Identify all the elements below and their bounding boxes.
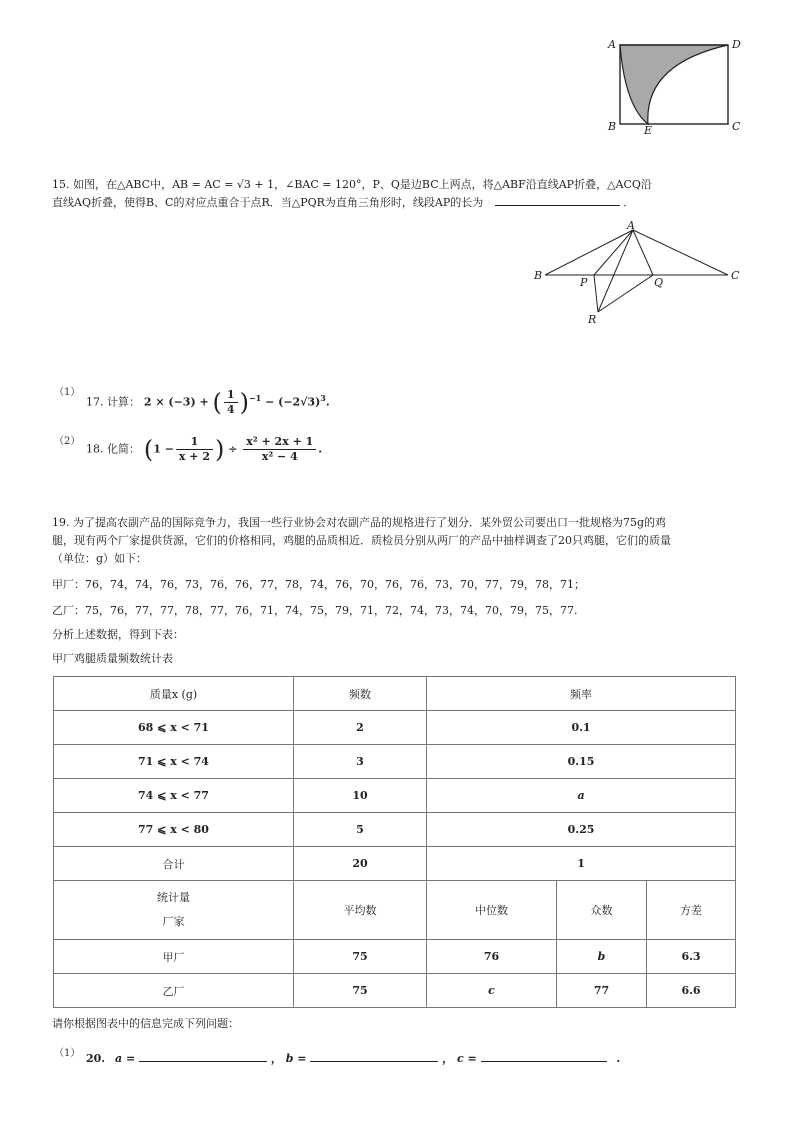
q20-a-label: a = bbox=[114, 1052, 136, 1065]
cell-count: 10 bbox=[294, 779, 427, 813]
q19-line1: 19. 为了提高农副产品的国际竞争力，我国一些行业协会对农副产品的规格进行了划分．某外贸公司要出口一批规格为75g的鸡 bbox=[52, 516, 667, 529]
cell-range: 71 ⩽ x < 74 bbox=[54, 745, 294, 779]
q20-intro: 请你根据图表中的信息完成下列问题： bbox=[52, 1017, 239, 1030]
cell-range: 77 ⩽ x < 80 bbox=[54, 813, 294, 847]
q19-analysis: 分析上述数据，得到下表： bbox=[52, 628, 184, 641]
stats-header-mean: 平均数 bbox=[294, 881, 427, 940]
label-C: C bbox=[732, 120, 741, 133]
q19-yi-data: 乙厂：75，76，77，77，78，77，76，71，74，75，79，71，72，74，73，74，70，79，75，77. bbox=[52, 604, 578, 617]
q18-fraction1: $\frac{1}{x + 2}$ bbox=[176, 435, 213, 464]
q20-num: 20. bbox=[86, 1052, 106, 1065]
q15-line2 bbox=[52, 192, 742, 214]
figure-triangle-fold bbox=[530, 220, 750, 330]
q20-line: 20. a = ， b = ， c = . bbox=[86, 1052, 621, 1065]
q15-line2-text: 直线AQ折叠，使得B、C的对应点重合于点R．当△PQR为直角三角形时，线段AP的长为 bbox=[52, 196, 484, 209]
cell-range: 74 ⩽ x < 77 bbox=[54, 779, 294, 813]
label-R: R bbox=[588, 313, 597, 326]
q20-a-blank[interactable] bbox=[139, 1050, 267, 1062]
q17-exp1: −1 bbox=[248, 392, 262, 403]
label-P: P bbox=[580, 276, 588, 289]
q17-exp2: 3 bbox=[320, 392, 326, 403]
q19-line2: 腿，现有两个厂家提供货源，它们的价格相同，鸡腿的品质相近．质检员分别从两厂的产品中抽样调查了20只鸡腿，它们的质量 bbox=[52, 534, 671, 547]
stats-median: 76 bbox=[427, 940, 557, 974]
label-A: A bbox=[627, 220, 635, 232]
q18-mark: （2） bbox=[54, 436, 81, 447]
stats-row-jia bbox=[54, 940, 736, 974]
label-B: B bbox=[534, 269, 543, 282]
stats-variance: 6.3 bbox=[647, 940, 736, 974]
q15-line1: 15. 如图，在△ABC中，AB = AC = √3 + 1，∠BAC = 120°，P、Q是边BC上两点，将△ABF沿直线AP折叠，△ACQ沿 bbox=[52, 178, 652, 191]
q20-b-label: b = bbox=[285, 1052, 307, 1065]
q19-table-title: 甲厂鸡腿质量频数统计表 bbox=[52, 652, 173, 665]
stats-mean: 75 bbox=[294, 940, 427, 974]
cell-total-freq: 1 bbox=[427, 847, 736, 881]
cell-count: 2 bbox=[294, 711, 427, 745]
label-E: E bbox=[644, 124, 653, 137]
q17-prefix: 17. 计算： bbox=[86, 395, 140, 409]
q20-b-blank[interactable] bbox=[310, 1050, 438, 1062]
stats-header-corner: 统计量 厂家 bbox=[54, 881, 294, 940]
cell-freq: a bbox=[427, 779, 736, 813]
cell-freq: 0.15 bbox=[427, 745, 736, 779]
q17-expr-b: − (−2√3) bbox=[265, 395, 321, 409]
stats-mode: 77 bbox=[557, 974, 647, 1008]
stats-mean: 75 bbox=[294, 974, 427, 1008]
label-C: C bbox=[731, 269, 740, 282]
cell-count: 3 bbox=[294, 745, 427, 779]
q17-mark: （1） bbox=[54, 387, 81, 398]
stats-header-mode: 众数 bbox=[557, 881, 647, 940]
header-count: 频数 bbox=[294, 677, 427, 711]
q20-c-label: c = bbox=[456, 1052, 477, 1065]
stats-header-median: 中位数 bbox=[427, 881, 557, 940]
cell-range: 68 ⩽ x < 71 bbox=[54, 711, 294, 745]
table-header-row bbox=[54, 677, 736, 711]
stats-header-row bbox=[54, 881, 736, 940]
q20-c-blank[interactable] bbox=[481, 1050, 607, 1062]
cell-total-label: 合计 bbox=[54, 847, 294, 881]
table-row bbox=[54, 779, 736, 813]
stats-factory: 甲厂 bbox=[54, 940, 294, 974]
header-freq: 频率 bbox=[427, 677, 736, 711]
q19-line3: （单位：g）如下： bbox=[52, 552, 148, 565]
q15-line2-end: ． bbox=[623, 196, 635, 209]
q19-jia-data: 甲厂：76，74，74，76，73，76，76，77，78，74，76，70，76，76，73，70，77，79，78，71； bbox=[52, 578, 585, 591]
stats-factory: 乙厂 bbox=[54, 974, 294, 1008]
label-D: D bbox=[732, 38, 741, 51]
q15-answer-blank[interactable] bbox=[495, 194, 620, 206]
label-Q: Q bbox=[654, 276, 664, 289]
table-row bbox=[54, 711, 736, 745]
figure-quarter-circle bbox=[600, 34, 750, 138]
header-mass: 质量x (g) bbox=[54, 677, 294, 711]
label-A: A bbox=[608, 38, 616, 51]
q18-div: ÷ bbox=[228, 442, 238, 456]
q17-expr-a: 2 × (−3) + bbox=[143, 395, 209, 409]
stats-median: c bbox=[427, 974, 557, 1008]
cell-count: 5 bbox=[294, 813, 427, 847]
stats-mode: b bbox=[557, 940, 647, 974]
cell-total-count: 20 bbox=[294, 847, 427, 881]
table-row bbox=[54, 813, 736, 847]
cell-freq: 0.25 bbox=[427, 813, 736, 847]
q17-fraction: $\frac{1}{4}$ bbox=[224, 388, 238, 417]
q17-line: 17. 计算： 2 × (−3) + ( $\frac{1}{4}$ )$^{-1} - (-2√3)^3$. bbox=[86, 388, 330, 417]
stats-row-yi bbox=[54, 974, 736, 1008]
q18-prefix: 18. 化简： bbox=[86, 442, 140, 456]
label-B: B bbox=[608, 120, 617, 133]
q18-line: 18. 化简： (1 − $\frac{1}{x + 2}$ ) ÷ $\frac{\text{x² + 2x + 1}}{\text{x² − 4}}$ . bbox=[86, 435, 323, 464]
stats-variance: 6.6 bbox=[647, 974, 736, 1008]
table-row bbox=[54, 745, 736, 779]
q18-one-minus: 1 − bbox=[153, 442, 174, 456]
cell-freq: 0.1 bbox=[427, 711, 736, 745]
q20-mark: （1） bbox=[54, 1048, 81, 1059]
frequency-table bbox=[53, 676, 736, 1008]
stats-header-variance: 方差 bbox=[647, 881, 736, 940]
q18-fraction2: $\frac{\text{x² + 2x + 1}}{\text{x² − 4}}$ bbox=[243, 435, 316, 464]
table-total-row bbox=[54, 847, 736, 881]
shaded-lens bbox=[620, 45, 728, 124]
